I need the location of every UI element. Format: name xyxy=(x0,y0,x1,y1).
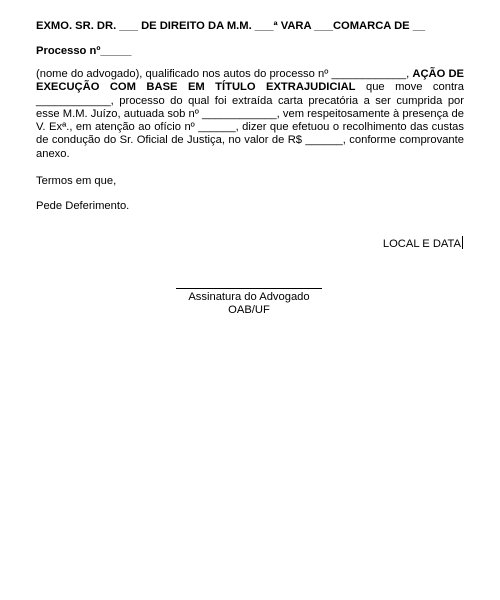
signature-block xyxy=(175,288,323,317)
body-paragraph xyxy=(36,68,464,161)
signature-oab: OAB/UF xyxy=(228,304,270,316)
local-date-text: LOCAL E DATA xyxy=(382,238,461,250)
request-text: Pede Deferimento. xyxy=(36,200,130,212)
document-header: EXMO. SR. DR. ___ DE DIREITO DA M.M. ___ª VARA ___COMARCA DE __ xyxy=(36,20,426,32)
action-title: AÇÃO DE EXECUÇÃO COM BASE EM TÍTULO EXTRAJUDICIAL xyxy=(36,68,464,94)
body-rest: que move contra ____________, processo do qual foi extraída carta precatória a ser cumprida por esse M.M. Juízo, autuada sob nº ____________, vem respeitosamente à presença de V. Exª., em atenção ao ofício nº ______, dizer que efetuou o recolhimento das custas de condução do Sr. Oficial de Justiça, no valor de R$ ______, conforme comprovante anexo. xyxy=(36,81,464,160)
closing-text: Termos em que, xyxy=(36,175,117,187)
signature-name: Assinatura do Advogado xyxy=(188,291,310,303)
signature-line xyxy=(176,288,322,289)
process-number-line: Processo nº_____ xyxy=(36,45,132,57)
local-date[interactable] xyxy=(383,236,463,250)
text-cursor xyxy=(462,236,463,249)
body-intro: (nome do advogado), qualificado nos autos do processo nº ____________, xyxy=(36,68,413,80)
